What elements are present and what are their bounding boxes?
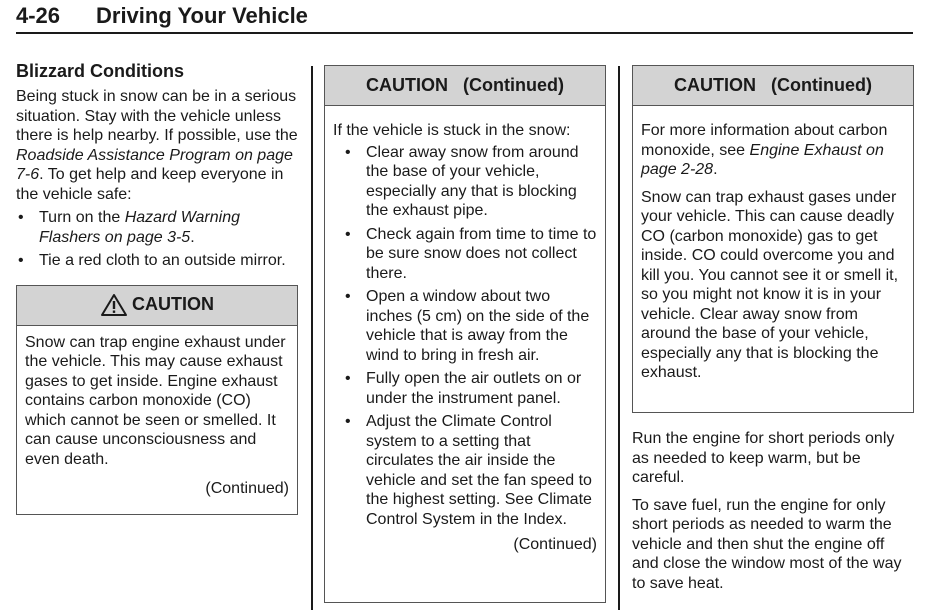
caution-body xyxy=(325,106,605,563)
body-paragraph: Run the engine for short periods only as needed to keep warm, but be careful. xyxy=(632,430,895,486)
caution-paragraph: Snow can trap exhaust gases under your vehicle. This can cause deadly CO (carbon monoxide) gas to get inside. CO could overcome you and kill you. You cannot see it or smell it, so you might not know it is in your vehicle. Clear away snow from around the base of your vehicle, especially any that is blocking the exhaust. xyxy=(641,188,899,381)
caution-header xyxy=(325,66,605,106)
intro-text: Being stuck in snow can be in a serious situation. Stay with the vehicle unless there is help nearby. If possible, use the xyxy=(16,88,298,144)
list-item: • Check again from time to time to be sure snow does not collect there. xyxy=(343,225,597,284)
intro-text: . To get help and keep everyone in the vehicle safe: xyxy=(16,166,284,203)
caution-text: . xyxy=(713,161,718,178)
column-divider xyxy=(618,66,620,610)
column-middle xyxy=(324,60,606,603)
warning-triangle-icon xyxy=(100,293,128,317)
body-paragraph: To save fuel, run the engine for only short periods as needed to warm the vehicle and then shut the engine off and close the window most of the way to save heat. xyxy=(632,496,902,592)
continued-label: (Continued) xyxy=(205,480,289,497)
list-item-text: Turn on the xyxy=(39,209,125,226)
column-right xyxy=(632,60,914,593)
list-item xyxy=(16,251,298,271)
caution-body xyxy=(17,326,297,507)
bullet-list xyxy=(16,208,298,271)
page-number: 4-26 xyxy=(16,3,61,28)
caution-box-continued xyxy=(632,65,914,413)
cross-reference-link: Roadside Assistance Program on page 7-6 xyxy=(16,146,293,183)
caution-lead-text: If the vehicle is stuck in the snow: xyxy=(333,122,571,139)
list-item: • Adjust the Climate Control system to a setting that circulates the air inside the vehicle and set the fan speed to the highest setting. See Climate Control System in the Index. xyxy=(343,412,597,529)
caution-paragraph xyxy=(641,121,905,180)
caution-body xyxy=(633,106,913,391)
caution-title: CAUTION (Continued) xyxy=(674,74,872,95)
caution-text: Snow can trap engine exhaust under the vehicle. This may cause exhaust gases to get inside. Engine exhaust contains carbon monoxide (CO) which cannot be seen or smelled. It can cause unconsciousness and even death. xyxy=(25,333,286,468)
caution-title: CAUTION xyxy=(132,294,214,315)
column-divider xyxy=(311,66,313,610)
intro-paragraph xyxy=(16,87,298,204)
list-item-text: . xyxy=(190,228,195,246)
cross-reference-link: Hazard Warning Flashers on page 3-5 xyxy=(39,209,240,246)
caution-box xyxy=(16,285,298,515)
list-item: • Fully open the air outlets on or under the instrument panel. xyxy=(343,369,597,408)
caution-header xyxy=(633,66,913,106)
list-item-text: Tie a red cloth to an outside mirror. xyxy=(39,252,286,269)
section-title: Driving Your Vehicle xyxy=(96,3,308,28)
cross-reference-link: Engine Exhaust on page 2-28 xyxy=(641,141,884,178)
section-heading: Blizzard Conditions xyxy=(16,61,184,81)
list-item: • Clear away snow from around the base of your vehicle, especially any that is blocking the exhaust pipe. xyxy=(343,143,597,221)
caution-title: CAUTION (Continued) xyxy=(366,74,564,95)
list-item: • Open a window about two inches (5 cm) on the side of the vehicle that is away from the wind to bring in fresh air. xyxy=(343,287,597,365)
caution-text: For more information about carbon monoxide, see xyxy=(641,122,888,159)
list-item xyxy=(16,208,298,247)
caution-header xyxy=(17,286,297,326)
page-header xyxy=(16,4,913,34)
column-left xyxy=(16,60,298,515)
bullet-list xyxy=(333,143,597,530)
continued-label: (Continued) xyxy=(513,536,597,553)
caution-box-continued xyxy=(324,65,606,603)
